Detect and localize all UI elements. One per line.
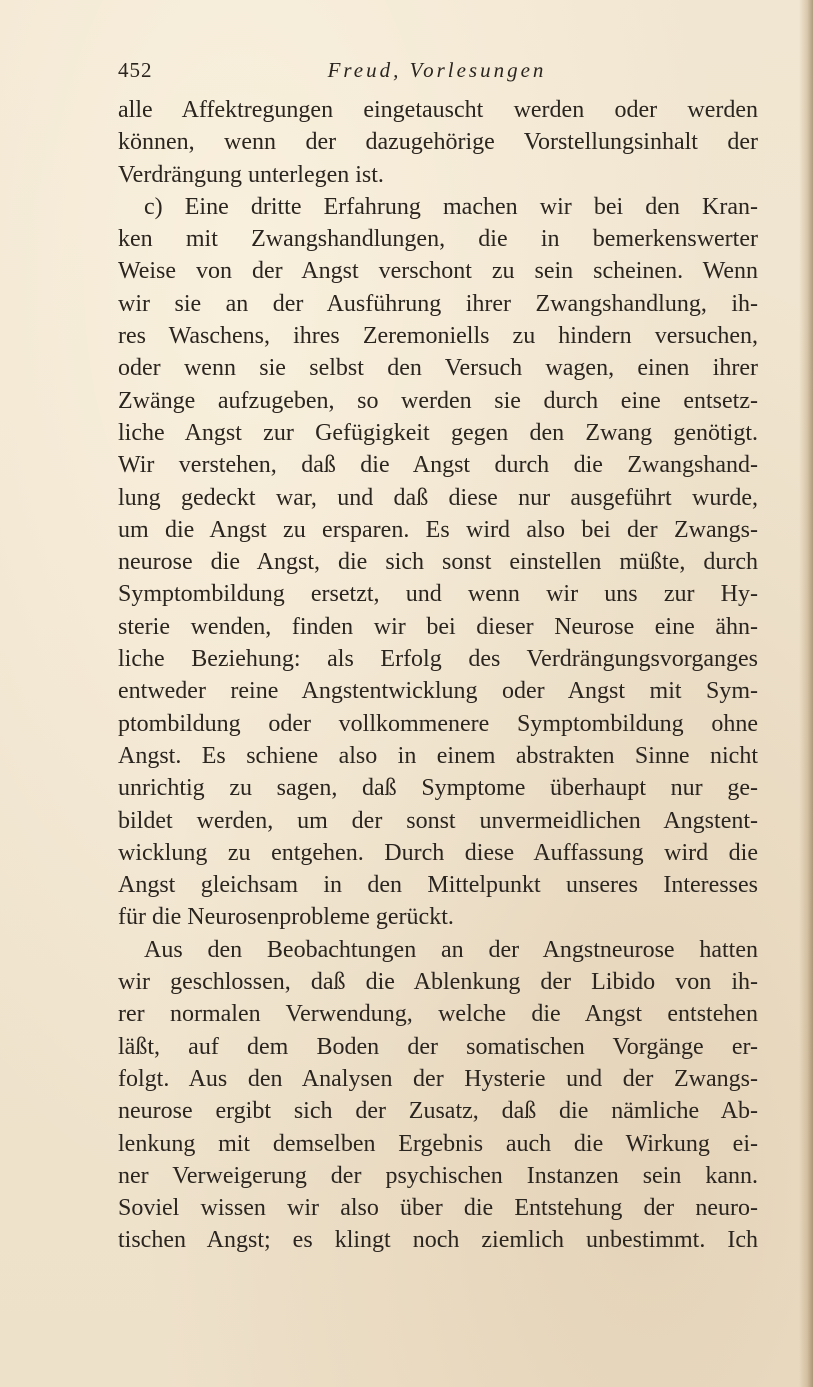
text-line: tischen Angst; es klingt noch ziemlich unbestimmt. Ich	[118, 1227, 758, 1254]
text-line: Symptombildung ersetzt, und wenn wir uns zur Hy-	[118, 581, 758, 608]
text-line: ptombildung oder vollkommenere Symptombildung ohne	[118, 710, 758, 737]
text-line: bildet werden, um der sonst unvermeidlichen Angstent-	[118, 807, 758, 834]
text-line: um die Angst zu ersparen. Es wird also bei der Zwangs-	[118, 516, 758, 543]
text-line: liche Angst zur Gefügigkeit gegen den Zwang genötigt.	[118, 419, 758, 446]
text-line: unrichtig zu sagen, daß Symptome überhaupt nur ge-	[118, 775, 758, 802]
text-line: wicklung zu entgehen. Durch diese Auffassung wird die	[118, 839, 758, 866]
text-line: lenkung mit demselben Ergebnis auch die Wirkung ei-	[118, 1130, 758, 1157]
page-number: 452	[118, 58, 153, 82]
text-line: Soviel wissen wir also über die Entstehung der neuro-	[118, 1195, 758, 1222]
text-line: ner Verweigerung der psychischen Instanzen sein kann.	[118, 1162, 758, 1189]
text-line: entweder reine Angstentwicklung oder Angst mit Sym-	[118, 678, 758, 705]
text-line: Angst gleichsam in den Mittelpunkt unseres Interesses	[118, 872, 758, 899]
text-line: läßt, auf dem Boden der somatischen Vorgänge er-	[118, 1033, 758, 1060]
running-title: Freud, Vorlesungen	[327, 58, 547, 82]
text-line: für die Neurosenprobleme gerückt.	[118, 904, 454, 931]
text-line: Aus den Beobachtungen an der Angstneurose hatten	[144, 936, 758, 963]
text-line: Weise von der Angst verschont zu sein scheinen. Wenn	[118, 258, 758, 285]
text-line: Zwänge aufzugeben, so werden sie durch eine entsetz-	[118, 387, 758, 414]
text-line: lung gedeckt war, und daß diese nur ausgeführt wurde,	[118, 484, 758, 511]
text-line: folgt. Aus den Analysen der Hysterie und der Zwangs-	[118, 1065, 758, 1092]
text-line: Wir verstehen, daß die Angst durch die Zwangshand-	[118, 452, 758, 479]
text-line: ken mit Zwangshandlungen, die in bemerkenswerter	[118, 226, 758, 253]
text-line: liche Beziehung: als Erfolg des Verdrängungsvorganges	[118, 646, 758, 673]
text-line: c) Eine dritte Erfahrung machen wir bei den Kran-	[144, 193, 758, 220]
text-line: res Waschens, ihres Zeremoniells zu hindern versuchen,	[118, 323, 758, 350]
text-line: wir sie an der Ausführung ihrer Zwangshandlung, ih-	[118, 290, 758, 317]
page-edge-shadow	[799, 0, 813, 1387]
text-line: rer normalen Verwendung, welche die Angst entstehen	[118, 1001, 758, 1028]
text-line: Verdrängung unterlegen ist.	[118, 161, 384, 188]
text-line: können, wenn der dazugehörige Vorstellungsinhalt der	[118, 129, 758, 156]
text-line: oder wenn sie selbst den Versuch wagen, einen ihrer	[118, 355, 758, 382]
body-text	[118, 94, 758, 1257]
text-line: wir geschlossen, daß die Ablenkung der Libido von ih-	[118, 969, 758, 996]
running-header	[118, 58, 756, 92]
text-line: sterie wenden, finden wir bei dieser Neurose eine ähn-	[118, 613, 758, 640]
text-line: neurose ergibt sich der Zusatz, daß die nämliche Ab-	[118, 1098, 758, 1125]
text-line: Angst. Es schiene also in einem abstrakten Sinne nicht	[118, 742, 758, 769]
text-line: alle Affektregungen eingetauscht werden oder werden	[118, 97, 758, 123]
text-line: neurose die Angst, die sich sonst einstellen müßte, durch	[118, 549, 758, 576]
